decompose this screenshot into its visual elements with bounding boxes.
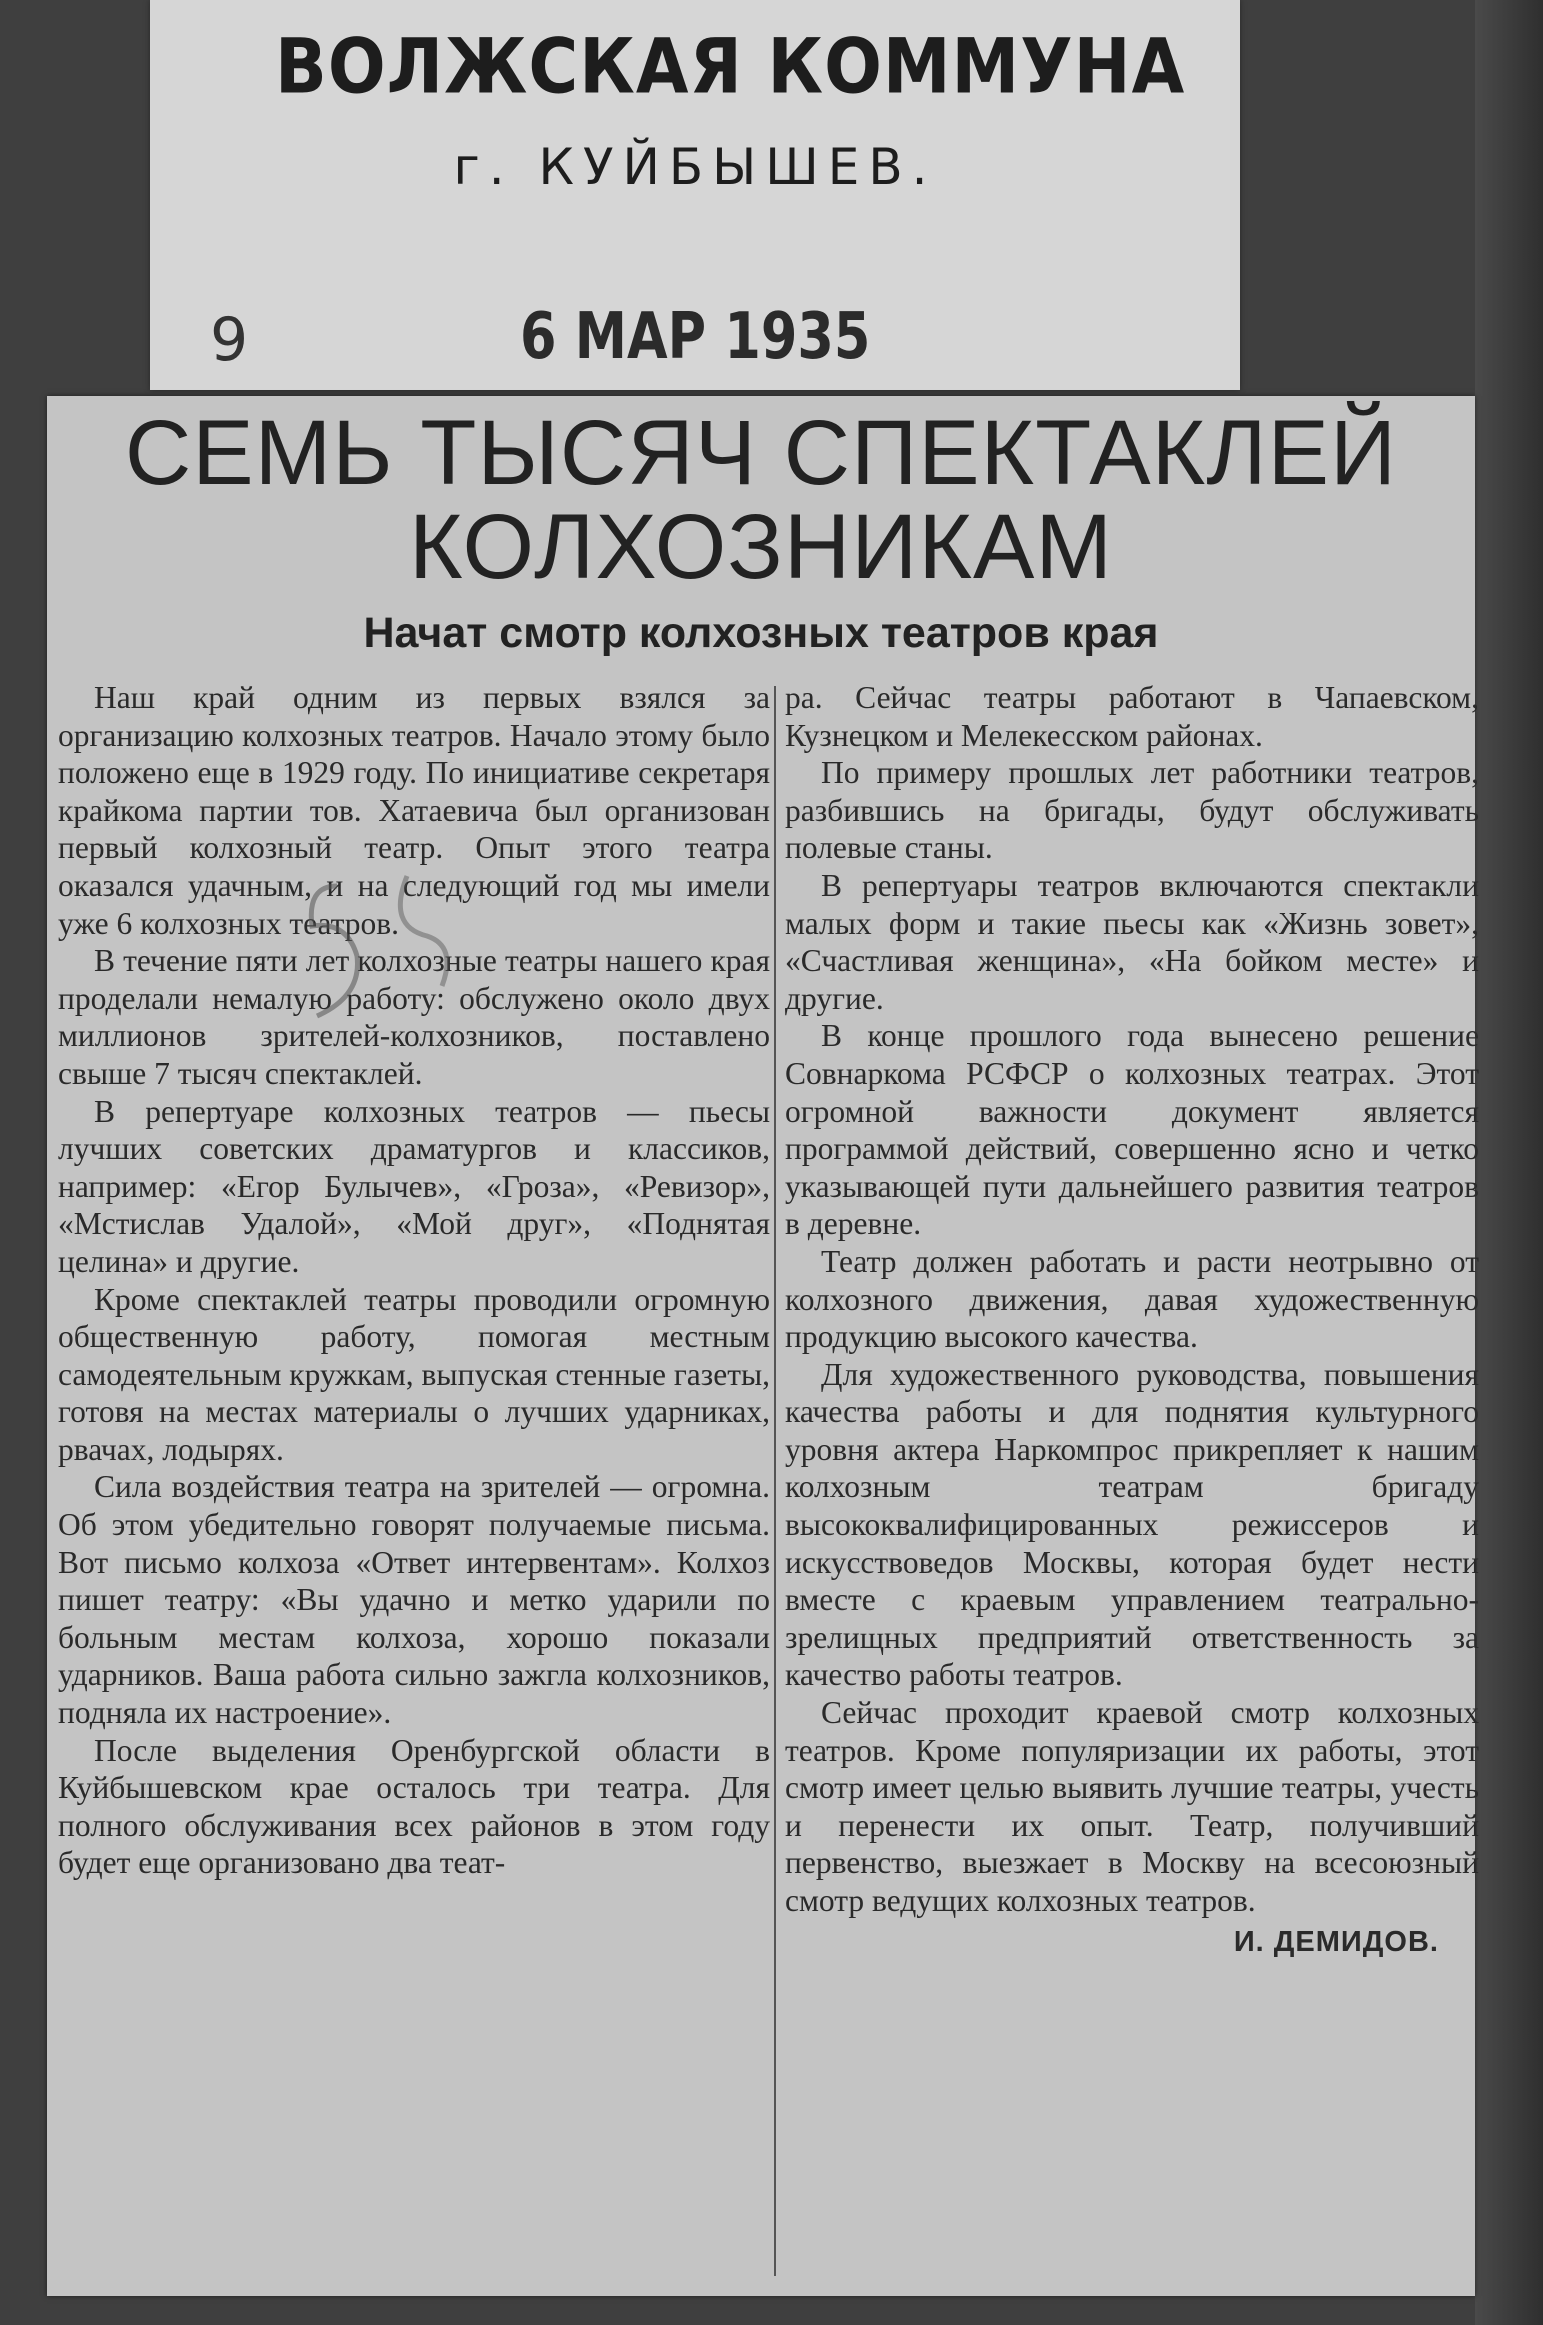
archive-number: 9 [210, 305, 249, 375]
date-stamp: 6 МАР 1935 [520, 300, 871, 374]
right-column [785, 679, 1479, 1961]
paragraph: В репертуары театров включаются спектакли малых форм и такие пьесы как «Жизнь зовет», «Счастливая женщина», «На бойком месте» и другие. [785, 867, 1479, 1016]
background-edge [1475, 0, 1543, 2325]
article-subheadline: Начат смотр колхозных театров края [363, 609, 1159, 657]
article-clipping [47, 396, 1479, 2296]
headline-line-2: КОЛХОЗНИКАМ [408, 496, 1114, 598]
paragraph: Сейчас проходит краевой смотр колхозных театров. Кроме популяризации их работы, этот смотр имеет целью выявить лучшие театры, учесть и перенести их опыт. Театр, получивший первенство, выезжает в Москву на всесоюзный смотр ведущих колхозных театров. [785, 1695, 1479, 1918]
paragraph: ра. Сейчас театры работают в Чапаевском, Кузнецком и Мелекесском районах. [785, 680, 1479, 753]
paragraph: В течение пяти лет колхозные театры нашего края проделали немалую работу: обслужено около двух миллионов зрителей-колхозников, поставлено свыше 7 тысяч спектаклей. [58, 943, 770, 1091]
column-divider [774, 686, 776, 2276]
left-column [58, 679, 770, 1882]
paragraph: После выделения Оренбургской области в Куйбышевском крае осталось три театра. Для полного обслуживания всех районов в этом году будет еще организовано два теат- [58, 1732, 770, 1881]
paragraph: В конце прошлого года вынесено решение Совнаркома РСФСР о колхозных театрах. Этот огромной важности документ является программой действий, совершенно ясно и четко указывающей пути дальнейшего развития театров в деревне. [785, 1018, 1479, 1242]
newspaper-city: г. КУЙБЫШЕВ. [453, 138, 937, 196]
author-signature: И. ДЕМИДОВ. [1233, 1925, 1439, 1958]
pencil-annotation-icon [277, 866, 477, 1036]
paragraph: В репертуаре колхозных театров — пьесы лучших советских драматургов и классиков, например: «Егор Булычев», «Гроза», «Ревизор», «Мстислав Удалой», «Мой друг», «Поднятая целина» и другие. [58, 1093, 770, 1279]
paragraph: Сила воздействия театра на зрителей — огромна. Об этом убедительно говорят получаемые письма. Вот письмо колхоза «Ответ интервентам». Колхоз пишет театру: «Вы удачно и метко ударили по больным местам колхоза, хорошо показали ударников. Ваша работа сильно зажгла колхозников, подняла их настроение». [58, 1469, 770, 1731]
newspaper-title: ВОЛЖСКАЯ КОММУНА [275, 23, 1186, 112]
paragraph: Театр должен работать и расти неотрывно от колхозного движения, давая художественную продукцию высокого качества. [785, 1243, 1479, 1355]
paragraph: По примеру прошлых лет работники театров, разбившись на бригады, будут обслуживать полевые станы. [785, 755, 1479, 866]
headline-line-1: СЕМЬ ТЫСЯЧ СПЕКТАКЛЕЙ [124, 402, 1398, 504]
paragraph: Для художественного руководства, повышения качества работы и для поднятия культурного уровня актера Наркомпрос прикрепляет к нашим колхозным театрам бригаду высококвалифицированных режиссеров и искусствоведов Москвы, которая будет нести вместе с краевым управлением театрально-зрелищных предприятий ответственность за качество работы театров. [785, 1356, 1479, 1693]
paragraph: Наш край одним из первых взялся за организацию колхозных театров. Начало этому было положено еще в 1929 году. По инициативе секретаря крайкома партии тов. Хатаевича был организован первый колхозный театр. Опыт этого театра оказался удачным, и на следующий год мы имели уже 6 колхозных театров. [58, 680, 770, 941]
article-headline [47, 402, 1475, 598]
paragraph: Кроме спектаклей театры проводили огромную общественную работу, помогая местным самодеятельным кружкам, выпуская стенные газеты, готовя на местах материалы о лучших ударниках, рвачах, лодырях. [58, 1281, 770, 1467]
